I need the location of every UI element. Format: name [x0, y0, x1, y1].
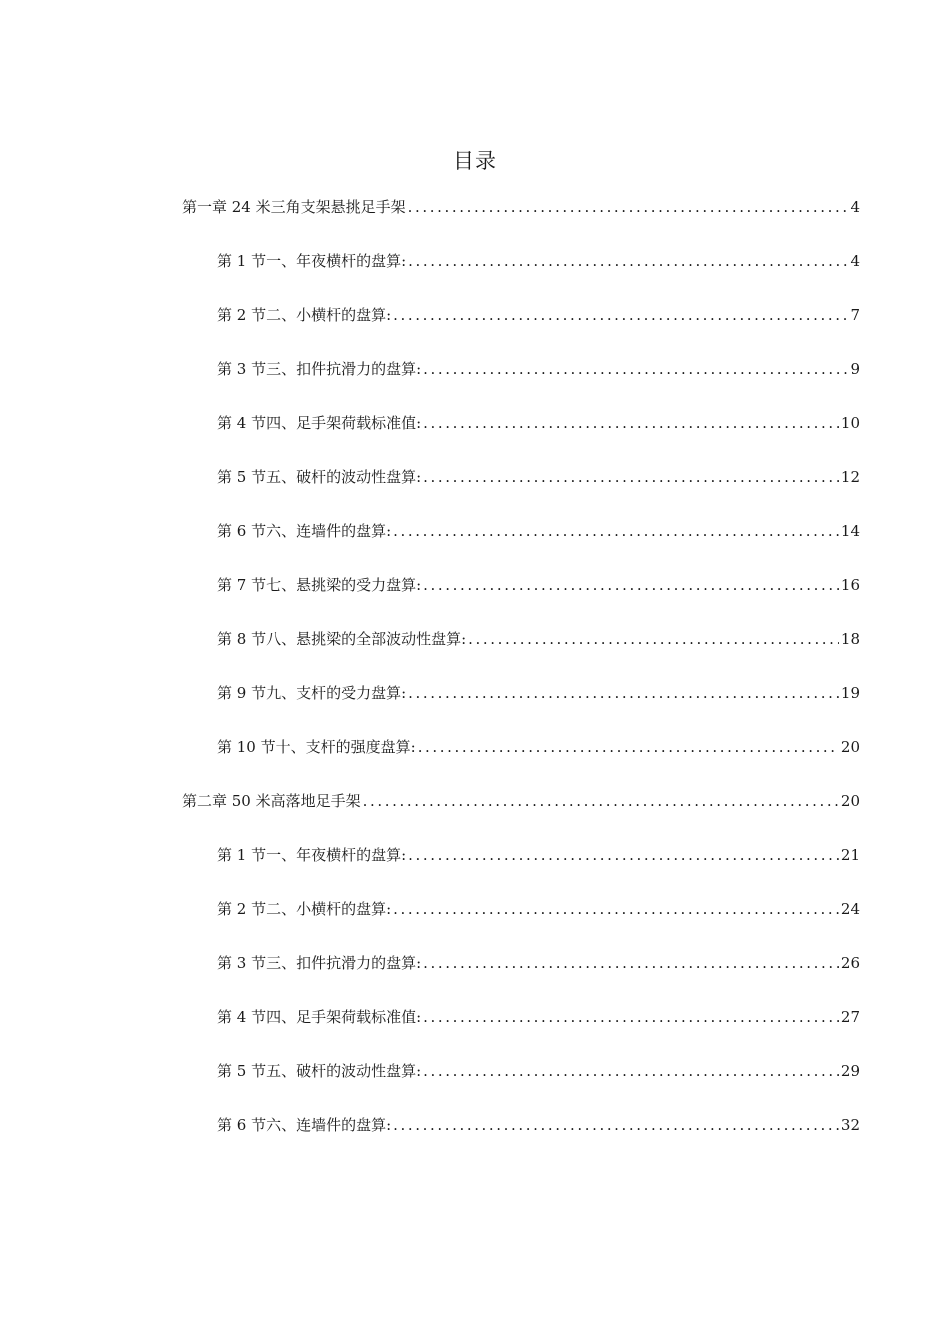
toc-dot-leader [363, 791, 839, 811]
toc-section-entry[interactable] [217, 1061, 860, 1081]
toc-entry-text: 第 1 节一、年夜横杆的盘算: [217, 846, 407, 864]
toc-page-number: 16 [840, 576, 860, 594]
toc-page-number: 27 [840, 1008, 860, 1026]
toc-section-entry[interactable] [217, 629, 860, 649]
toc-dot-leader [408, 251, 848, 271]
toc-dot-leader [468, 629, 839, 649]
toc-dot-leader [423, 1007, 839, 1027]
toc-section-entry[interactable] [217, 521, 860, 541]
toc-page-number: 9 [850, 360, 860, 378]
toc-entry-text: 第 3 节三、扣件抗滑力的盘算: [217, 954, 422, 972]
toc-page-number: 21 [840, 846, 860, 864]
toc-entry-text: 第 7 节七、悬挑梁的受力盘算: [217, 576, 422, 594]
toc-page-number: 32 [840, 1116, 860, 1134]
toc-dot-leader [408, 197, 849, 217]
toc-page-number: 19 [840, 684, 860, 702]
toc-chapter-entry[interactable] [182, 197, 860, 217]
toc-chapter-entry[interactable] [182, 791, 860, 811]
toc-dot-leader [393, 305, 848, 325]
toc-dot-leader [408, 845, 839, 865]
toc-entry-text: 第 4 节四、足手架荷载标准值: [217, 414, 422, 432]
toc-section-entry[interactable] [217, 899, 860, 919]
toc-dot-leader [423, 467, 839, 487]
toc-entry-text: 第 3 节三、扣件抗滑力的盘算: [217, 360, 422, 378]
toc-dot-leader [423, 953, 839, 973]
toc-section-entry[interactable] [217, 251, 860, 271]
toc-page-number: 12 [840, 468, 860, 486]
toc-dot-leader [423, 1061, 839, 1081]
toc-entry-text: 第 4 节四、足手架荷载标准值: [217, 1008, 422, 1026]
toc-entry-text: 第 2 节二、小横杆的盘算: [217, 900, 392, 918]
toc-entry-text: 第 1 节一、年夜横杆的盘算: [217, 252, 407, 270]
toc-entry-text: 第 6 节六、连墙件的盘算: [217, 1116, 392, 1134]
toc-entry-text: 第二章 50 米高落地足手架 [182, 792, 361, 810]
toc-page-number: 14 [840, 522, 860, 540]
toc-dot-leader [408, 683, 839, 703]
toc-entry-text: 第 5 节五、破杆的波动性盘算: [217, 468, 422, 486]
toc-page-number: 29 [840, 1062, 860, 1080]
toc-section-entry[interactable] [217, 845, 860, 865]
toc-dot-leader [393, 521, 839, 541]
toc-dot-leader [423, 359, 848, 379]
toc-dot-leader [418, 737, 839, 757]
toc-entry-text: 第 10 节十、支杆的强度盘算: [217, 738, 416, 756]
toc-entry-text: 第 8 节八、悬挑梁的全部波动性盘算: [217, 630, 467, 648]
toc-section-entry[interactable] [217, 953, 860, 973]
toc-page-number: 20 [840, 738, 860, 756]
toc-section-entry[interactable] [217, 737, 860, 757]
toc-page-number: 4 [850, 198, 860, 216]
toc-section-entry[interactable] [217, 1007, 860, 1027]
toc-section-entry[interactable] [217, 413, 860, 433]
toc-entry-text: 第 5 节五、破杆的波动性盘算: [217, 1062, 422, 1080]
toc-page-number: 7 [850, 306, 860, 324]
toc-entry-text: 第一章 24 米三角支架悬挑足手架 [182, 198, 406, 216]
toc-entry-text: 第 6 节六、连墙件的盘算: [217, 522, 392, 540]
toc-entry-text: 第 9 节九、支杆的受力盘算: [217, 684, 407, 702]
toc-page-number: 4 [850, 252, 860, 270]
toc-section-entry[interactable] [217, 683, 860, 703]
toc-section-entry[interactable] [217, 305, 860, 325]
toc-section-entry[interactable] [217, 1115, 860, 1135]
toc-dot-leader [393, 899, 839, 919]
toc-title: 目录 [453, 149, 497, 173]
toc-section-entry[interactable] [217, 575, 860, 595]
toc-page-number: 18 [840, 630, 860, 648]
toc-section-entry[interactable] [217, 467, 860, 487]
toc-page-number: 20 [840, 792, 860, 810]
toc-dot-leader [393, 1115, 839, 1135]
toc-dot-leader [423, 413, 839, 433]
toc-section-entry[interactable] [217, 359, 860, 379]
toc-page-number: 10 [840, 414, 860, 432]
toc-dot-leader [423, 575, 839, 595]
toc-page-number: 24 [840, 900, 860, 918]
toc-page-number: 26 [840, 954, 860, 972]
toc-entry-text: 第 2 节二、小横杆的盘算: [217, 306, 392, 324]
